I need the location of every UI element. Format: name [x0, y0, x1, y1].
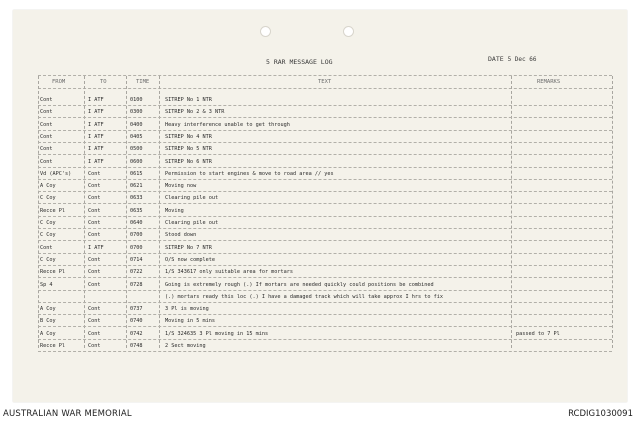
row-text-cell: SITREP No 4 NTR	[165, 133, 212, 140]
row-to-cell: Cont	[88, 330, 101, 337]
row-text-cell: SITREP No 7 NTR	[165, 244, 212, 251]
row-time-cell: 0700	[130, 232, 143, 239]
row-to-cell: I ATF	[88, 133, 104, 140]
row-text-cell: Heavy interference unable to get through	[165, 121, 290, 128]
row-from-cell: Vd (APC's)	[40, 170, 72, 177]
row-time-cell: 0728	[130, 281, 143, 288]
row-from-cell: Cont	[40, 158, 53, 165]
row-time-cell: 0740	[130, 318, 143, 325]
archive-credit: AUSTRALIAN WAR MEMORIAL	[3, 409, 132, 419]
row-from-cell: Recce Pl	[40, 269, 65, 276]
row-time-cell: 0714	[130, 256, 143, 263]
row-from-cell: C Coy	[40, 256, 56, 263]
row-to-cell: Cont	[88, 343, 101, 349]
row-to-cell: Cont	[88, 207, 101, 214]
row-text-cell: O/S now complete	[165, 256, 215, 263]
row-time-cell: 0615	[130, 170, 143, 177]
row-from-cell: Cont	[40, 121, 53, 128]
page-title: 5 RAR MESSAGE LOG	[266, 58, 333, 66]
date-label: DATE	[488, 55, 504, 63]
row-to-cell: Cont	[88, 306, 101, 313]
row-to-cell: Cont	[88, 170, 101, 177]
row-text-cell: Stood down	[165, 232, 197, 239]
row-to-cell: Cont	[88, 318, 101, 325]
row-text-cell: Moving now	[165, 183, 197, 190]
row-text-cell: SITREP No 1 NTR	[165, 97, 212, 103]
row-time-cell: 0621	[130, 183, 143, 190]
row-from-cell: A Coy	[40, 330, 56, 337]
row-text-cell: Going is extremely rough (.) If mortars are needed quickly could positions be combined	[165, 281, 434, 288]
punch-hole-left	[260, 26, 271, 37]
row-text-cell: 3 Pl is moving	[165, 306, 209, 313]
row-time-cell: 0737	[130, 306, 143, 313]
row-remarks-cell: passed to 7 Pl	[516, 330, 560, 337]
row-to-cell: I ATF	[88, 97, 104, 103]
row-time-cell: 0600	[130, 158, 143, 165]
row-from-cell: Recce Pl	[40, 343, 65, 349]
row-rule	[38, 351, 612, 352]
column-header-to: TO	[100, 79, 107, 85]
column-header-from: FROM	[52, 79, 66, 85]
row-from-cell: A Coy	[40, 306, 56, 313]
row-time-cell: 0500	[130, 146, 143, 153]
row-from-cell: Recce Pl	[40, 207, 65, 214]
header-bottom-rule	[38, 88, 612, 89]
row-text-cell: Moving in 5 mins	[165, 318, 215, 325]
column-header-time: TIME	[136, 79, 150, 85]
row-to-cell: I ATF	[88, 158, 104, 165]
row-from-cell: C Coy	[40, 220, 56, 226]
row-to-cell: Cont	[88, 256, 101, 263]
row-time-cell: 0742	[130, 330, 143, 337]
row-to-cell: I ATF	[88, 121, 104, 128]
row-from-cell: Cont	[40, 146, 53, 153]
column-header-remarks: REMARKS	[537, 79, 561, 85]
punch-hole-right	[343, 26, 354, 37]
row-text-cell: Clearing pile out	[165, 195, 219, 202]
row-time-cell: 0700	[130, 244, 143, 251]
row-from-cell: Cont	[40, 133, 53, 140]
row-from-cell: Cont	[40, 97, 53, 103]
row-text-cell: Moving	[165, 207, 184, 214]
row-from-cell: C Coy	[40, 195, 56, 202]
row-from-cell: Cont	[40, 244, 53, 251]
row-text-cell: 1/S 343617 only suitable area for mortars	[165, 269, 294, 276]
row-to-cell: Cont	[88, 269, 101, 276]
row-time-cell: 0635	[130, 207, 143, 214]
row-time-cell: 0722	[130, 269, 143, 276]
row-to-cell: I ATF	[88, 146, 104, 153]
row-text-cell: 1/S 324635 3 Pl moving in 15 mins	[165, 330, 269, 337]
row-from-cell: A Coy	[40, 183, 56, 190]
row-to-cell: Cont	[88, 183, 101, 190]
column-header-text: TEXT	[318, 79, 332, 85]
row-to-cell: Cont	[88, 281, 101, 288]
row-text-cell: SITREP No 2 & 3 NTR	[165, 109, 225, 116]
date-field	[488, 55, 536, 63]
row-time-cell: 0633	[130, 195, 143, 202]
row-text-cell: Clearing pile out	[165, 220, 219, 226]
row-time-cell: 0100	[130, 97, 143, 103]
row-to-cell: Cont	[88, 220, 101, 226]
row-text-cell: Permission to start engines & move to road area // yes	[165, 170, 334, 177]
row-text-cell: 2 Sect moving	[165, 343, 206, 349]
date-value: 5 Dec 66	[507, 56, 537, 63]
row-time-cell: 0748	[130, 343, 143, 349]
row-text-cell: (.) mortars ready this loc (.) I have a damaged track which will take approx I hrs to fix	[165, 293, 443, 300]
row-time-cell: 0400	[130, 121, 143, 128]
row-to-cell: Cont	[88, 195, 101, 202]
row-to-cell: I ATF	[88, 244, 104, 251]
row-time-cell: 0300	[130, 109, 143, 116]
row-time-cell: 0640	[130, 220, 143, 226]
row-time-cell: 0405	[130, 133, 143, 140]
archive-reference: RCDIG1030091	[568, 409, 633, 419]
row-text-cell: SITREP No 5 NTR	[165, 146, 212, 153]
row-text-cell: SITREP No 6 NTR	[165, 158, 212, 165]
row-from-cell: Cont	[40, 109, 53, 116]
row-to-cell: I ATF	[88, 109, 104, 116]
header-top-rule	[38, 75, 612, 76]
row-to-cell: Cont	[88, 232, 101, 239]
row-from-cell: C Coy	[40, 232, 56, 239]
row-from-cell: B Coy	[40, 318, 56, 325]
row-from-cell: Sp 4	[40, 281, 53, 288]
